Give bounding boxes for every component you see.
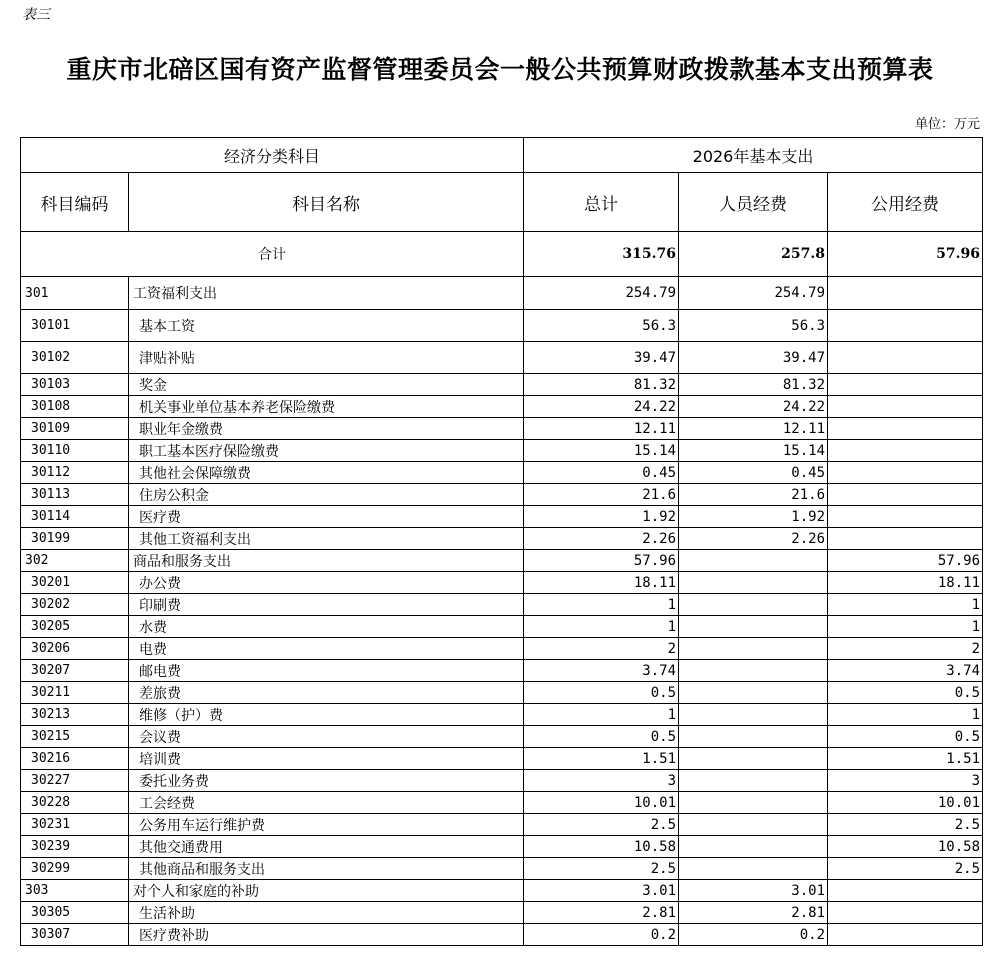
row-total: 1 xyxy=(524,616,679,638)
row-code: 30299 xyxy=(21,858,129,880)
header-name: 科目名称 xyxy=(129,173,524,232)
header-econ-class: 经济分类科目 xyxy=(21,138,524,173)
row-code: 30112 xyxy=(21,462,129,484)
row-code: 30205 xyxy=(21,616,129,638)
row-code: 30305 xyxy=(21,902,129,924)
row-code: 30103 xyxy=(21,374,129,396)
table-row xyxy=(21,704,983,726)
row-name: 公务用车运行维护费 xyxy=(129,814,524,836)
row-code: 30101 xyxy=(21,310,129,342)
page-title: 重庆市北碚区国有资产监督管理委员会一般公共预算财政拨款基本支出预算表 xyxy=(66,55,934,84)
row-total: 2.26 xyxy=(524,528,679,550)
table-row xyxy=(21,638,983,660)
row-name: 工资福利支出 xyxy=(129,277,524,310)
row-public: 18.11 xyxy=(828,572,983,594)
header-row-1 xyxy=(21,138,983,173)
row-personnel: 81.32 xyxy=(679,374,828,396)
row-public xyxy=(828,396,983,418)
row-code: 30216 xyxy=(21,748,129,770)
row-name: 其他社会保障缴费 xyxy=(129,462,524,484)
row-personnel xyxy=(679,836,828,858)
row-code: 30215 xyxy=(21,726,129,748)
row-public xyxy=(828,506,983,528)
row-name: 医疗费补助 xyxy=(129,924,524,946)
row-personnel xyxy=(679,704,828,726)
row-public: 2.5 xyxy=(828,858,983,880)
row-public xyxy=(828,440,983,462)
row-public: 0.5 xyxy=(828,682,983,704)
row-total: 2.5 xyxy=(524,814,679,836)
row-personnel xyxy=(679,660,828,682)
row-name: 商品和服务支出 xyxy=(129,550,524,572)
table-row xyxy=(21,374,983,396)
row-name: 其他工资福利支出 xyxy=(129,528,524,550)
table-row xyxy=(21,616,983,638)
row-code: 303 xyxy=(21,880,129,902)
row-public xyxy=(828,342,983,374)
row-name: 邮电费 xyxy=(129,660,524,682)
row-name: 机关事业单位基本养老保险缴费 xyxy=(129,396,524,418)
row-total: 3.74 xyxy=(524,660,679,682)
table-row xyxy=(21,342,983,374)
table-row xyxy=(21,682,983,704)
row-name: 住房公积金 xyxy=(129,484,524,506)
row-personnel: 39.47 xyxy=(679,342,828,374)
row-total: 10.01 xyxy=(524,792,679,814)
row-personnel: 2.81 xyxy=(679,902,828,924)
row-personnel xyxy=(679,792,828,814)
row-code: 30227 xyxy=(21,770,129,792)
table-label: 表三 xyxy=(22,7,50,23)
totals-personnel: 257.8 xyxy=(679,232,828,277)
row-total: 18.11 xyxy=(524,572,679,594)
row-code: 30206 xyxy=(21,638,129,660)
row-total: 254.79 xyxy=(524,277,679,310)
row-public: 0.5 xyxy=(828,726,983,748)
row-total: 0.2 xyxy=(524,924,679,946)
row-code: 30207 xyxy=(21,660,129,682)
row-name: 会议费 xyxy=(129,726,524,748)
row-public xyxy=(828,880,983,902)
row-total: 2.5 xyxy=(524,858,679,880)
row-personnel xyxy=(679,726,828,748)
totals-total: 315.76 xyxy=(524,232,679,277)
row-public: 3 xyxy=(828,770,983,792)
table-row xyxy=(21,506,983,528)
row-code: 30102 xyxy=(21,342,129,374)
row-personnel: 0.45 xyxy=(679,462,828,484)
row-personnel xyxy=(679,858,828,880)
row-name: 工会经费 xyxy=(129,792,524,814)
table-row xyxy=(21,924,983,946)
row-total: 3.01 xyxy=(524,880,679,902)
totals-public: 57.96 xyxy=(828,232,983,277)
row-personnel xyxy=(679,748,828,770)
row-public: 10.01 xyxy=(828,792,983,814)
row-public: 10.58 xyxy=(828,836,983,858)
row-code: 301 xyxy=(21,277,129,310)
row-personnel xyxy=(679,638,828,660)
table-row xyxy=(21,814,983,836)
row-total: 21.6 xyxy=(524,484,679,506)
table-row xyxy=(21,880,983,902)
row-public xyxy=(828,310,983,342)
row-total: 56.3 xyxy=(524,310,679,342)
row-personnel xyxy=(679,572,828,594)
row-code: 30239 xyxy=(21,836,129,858)
table-row xyxy=(21,594,983,616)
table-row xyxy=(21,277,983,310)
row-total: 0.5 xyxy=(524,682,679,704)
row-personnel: 24.22 xyxy=(679,396,828,418)
totals-row xyxy=(21,232,983,277)
row-name: 职业年金缴费 xyxy=(129,418,524,440)
row-code: 30109 xyxy=(21,418,129,440)
row-name: 生活补助 xyxy=(129,902,524,924)
row-public xyxy=(828,462,983,484)
row-total: 2.81 xyxy=(524,902,679,924)
row-name: 差旅费 xyxy=(129,682,524,704)
row-name: 培训费 xyxy=(129,748,524,770)
row-name: 职工基本医疗保险缴费 xyxy=(129,440,524,462)
table-row xyxy=(21,902,983,924)
budget-table xyxy=(20,137,983,946)
row-public: 2.5 xyxy=(828,814,983,836)
header-basic-expenditure: 2026年基本支出 xyxy=(524,138,983,173)
table-row xyxy=(21,418,983,440)
row-total: 1.92 xyxy=(524,506,679,528)
row-code: 30114 xyxy=(21,506,129,528)
row-total: 0.45 xyxy=(524,462,679,484)
row-name: 印刷费 xyxy=(129,594,524,616)
table-row xyxy=(21,858,983,880)
row-code: 30202 xyxy=(21,594,129,616)
row-name: 其他交通费用 xyxy=(129,836,524,858)
row-total: 2 xyxy=(524,638,679,660)
row-personnel xyxy=(679,682,828,704)
row-public xyxy=(828,484,983,506)
row-personnel: 3.01 xyxy=(679,880,828,902)
row-personnel: 2.26 xyxy=(679,528,828,550)
totals-label: 合计 xyxy=(21,232,524,277)
row-code: 30211 xyxy=(21,682,129,704)
row-name: 奖金 xyxy=(129,374,524,396)
row-personnel: 21.6 xyxy=(679,484,828,506)
row-total: 15.14 xyxy=(524,440,679,462)
row-personnel: 15.14 xyxy=(679,440,828,462)
table-row xyxy=(21,550,983,572)
header-personnel: 人员经费 xyxy=(679,173,828,232)
row-total: 0.5 xyxy=(524,726,679,748)
row-code: 30228 xyxy=(21,792,129,814)
row-personnel: 1.92 xyxy=(679,506,828,528)
row-personnel xyxy=(679,770,828,792)
row-personnel: 254.79 xyxy=(679,277,828,310)
table-row xyxy=(21,396,983,418)
row-total: 3 xyxy=(524,770,679,792)
row-name: 津贴补贴 xyxy=(129,342,524,374)
row-public xyxy=(828,902,983,924)
row-total: 57.96 xyxy=(524,550,679,572)
row-personnel xyxy=(679,814,828,836)
row-code: 30113 xyxy=(21,484,129,506)
row-code: 30108 xyxy=(21,396,129,418)
unit-label: 单位：万元 xyxy=(914,117,980,132)
row-public: 1 xyxy=(828,616,983,638)
row-code: 30110 xyxy=(21,440,129,462)
row-code: 30307 xyxy=(21,924,129,946)
row-code: 30231 xyxy=(21,814,129,836)
row-public xyxy=(828,277,983,310)
row-name: 对个人和家庭的补助 xyxy=(129,880,524,902)
row-public: 3.74 xyxy=(828,660,983,682)
row-public xyxy=(828,418,983,440)
row-public: 1 xyxy=(828,704,983,726)
row-total: 1 xyxy=(524,594,679,616)
row-name: 维修（护）费 xyxy=(129,704,524,726)
table-row xyxy=(21,528,983,550)
row-public: 1.51 xyxy=(828,748,983,770)
row-total: 10.58 xyxy=(524,836,679,858)
row-name: 办公费 xyxy=(129,572,524,594)
header-row-2 xyxy=(21,173,983,232)
row-name: 委托业务费 xyxy=(129,770,524,792)
row-code: 30201 xyxy=(21,572,129,594)
row-name: 医疗费 xyxy=(129,506,524,528)
table-row xyxy=(21,462,983,484)
table-row xyxy=(21,484,983,506)
row-personnel xyxy=(679,550,828,572)
row-code: 30199 xyxy=(21,528,129,550)
header-code: 科目编码 xyxy=(21,173,129,232)
row-public xyxy=(828,924,983,946)
table-row xyxy=(21,792,983,814)
row-public: 57.96 xyxy=(828,550,983,572)
row-public: 2 xyxy=(828,638,983,660)
row-total: 24.22 xyxy=(524,396,679,418)
row-total: 39.47 xyxy=(524,342,679,374)
row-total: 1 xyxy=(524,704,679,726)
table-row xyxy=(21,836,983,858)
table-row xyxy=(21,310,983,342)
row-public xyxy=(828,528,983,550)
row-code: 302 xyxy=(21,550,129,572)
header-total: 总计 xyxy=(524,173,679,232)
row-name: 水费 xyxy=(129,616,524,638)
header-public: 公用经费 xyxy=(828,173,983,232)
table-row xyxy=(21,660,983,682)
table-row xyxy=(21,726,983,748)
table-row xyxy=(21,440,983,462)
table-row xyxy=(21,572,983,594)
row-personnel: 0.2 xyxy=(679,924,828,946)
row-code: 30213 xyxy=(21,704,129,726)
row-total: 12.11 xyxy=(524,418,679,440)
row-name: 其他商品和服务支出 xyxy=(129,858,524,880)
row-public xyxy=(828,374,983,396)
row-personnel xyxy=(679,616,828,638)
row-personnel xyxy=(679,594,828,616)
row-name: 电费 xyxy=(129,638,524,660)
row-personnel: 12.11 xyxy=(679,418,828,440)
row-name: 基本工资 xyxy=(129,310,524,342)
row-total: 1.51 xyxy=(524,748,679,770)
row-personnel: 56.3 xyxy=(679,310,828,342)
table-row xyxy=(21,770,983,792)
row-public: 1 xyxy=(828,594,983,616)
table-row xyxy=(21,748,983,770)
row-total: 81.32 xyxy=(524,374,679,396)
